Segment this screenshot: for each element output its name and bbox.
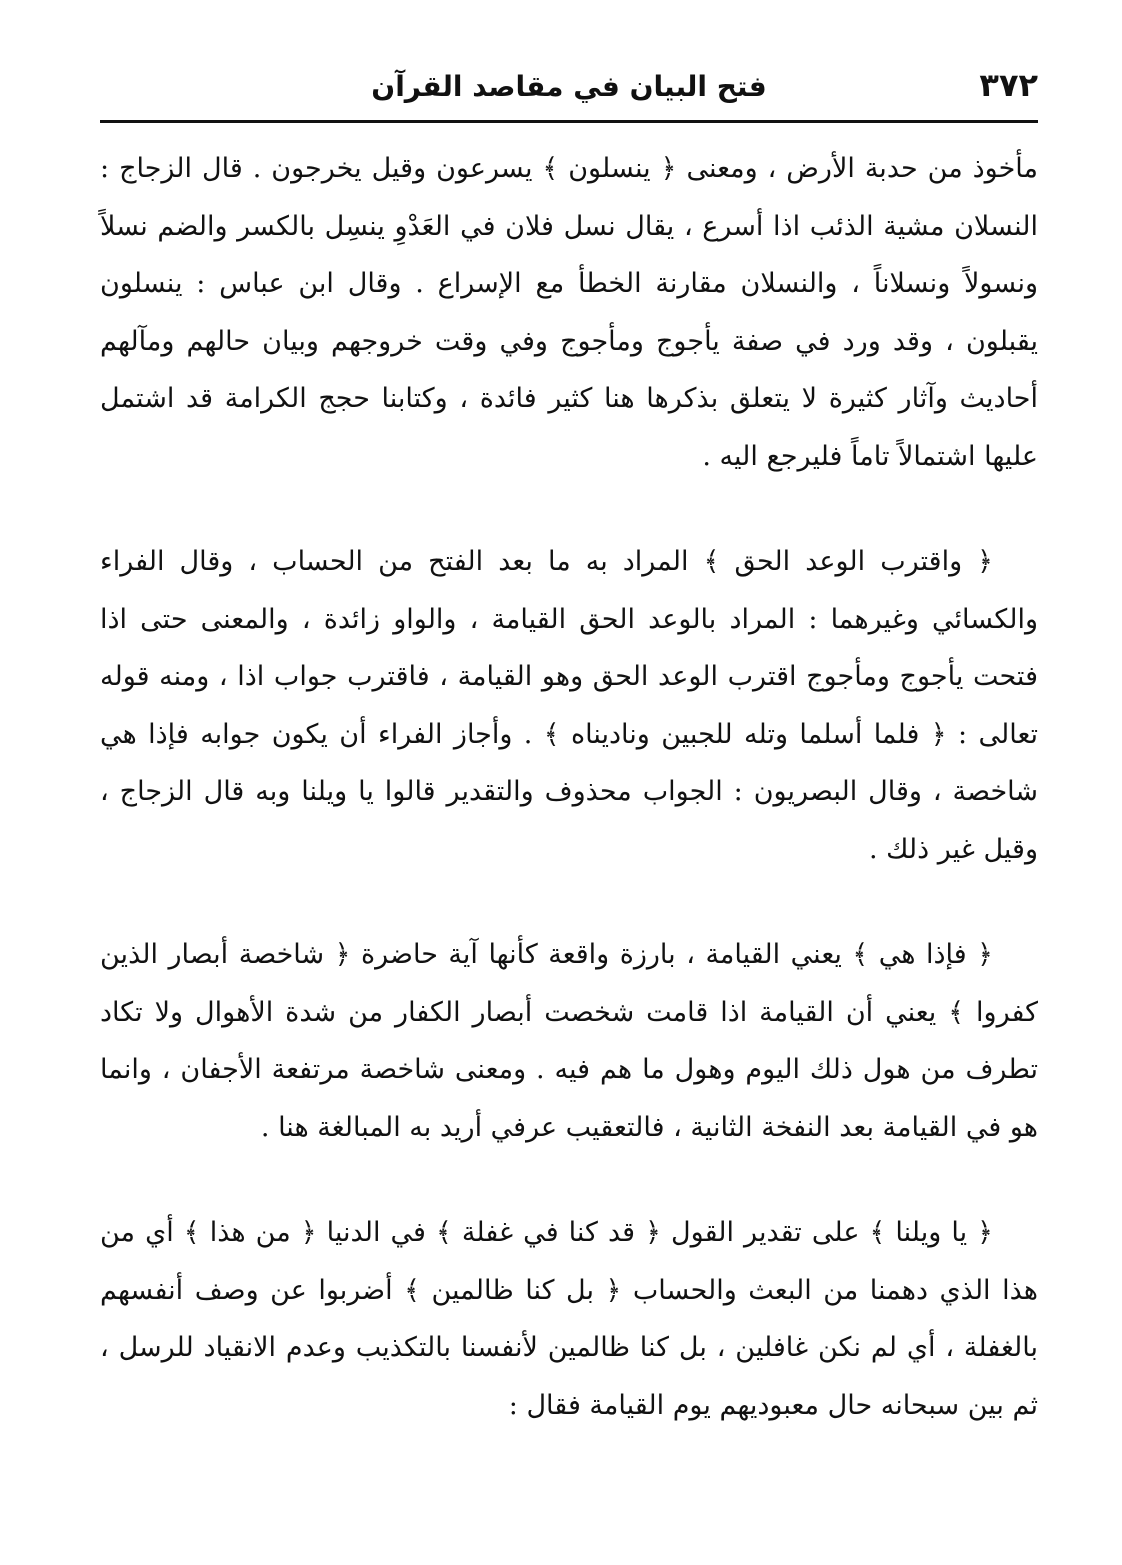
paragraph-4: ﴿ يا ويلنا ﴾ على تقدير القول ﴿ قد كنا في غفلة ﴾ في الدنيا ﴿ من هذا ﴾ أي من هذا الذي دهمنا من البعث والحساب ﴿ بل كنا ظالمين ﴾ أضربوا عن وصف أنفسهم بالغفلة ، أي لم نكن غافلين ، بل كنا ظالمين لأنفسنا بالتكذيب وعدم الانقياد للرسل ، ثم بين سبحانه حال معبوديهم يوم القيامة فقال : — [100, 1217, 1038, 1421]
paragraph-3: ﴿ فإذا هي ﴾ يعني القيامة ، بارزة واقعة كأنها آية حاضرة ﴿ شاخصة أبصار الذين كفروا ﴾ يعني أن القيامة اذا قامت شخصت أبصار الكفار من شدة الأهوال ولا تكاد تطرف من هول ذلك اليوم وهول ما هم فيه . ومعنى شاخصة مرتفعة الأجفان ، وانما هو في القيامة بعد النفخة الثانية ، فالتعقيب عرفي أريد به المبالغة هنا . — [100, 939, 1038, 1143]
running-title: فتح البيان في مقاصد القرآن — [371, 70, 767, 103]
page-body — [100, 140, 1038, 1434]
page-number: ٣٧٢ — [979, 66, 1038, 104]
paragraph-2: ﴿ واقترب الوعد الحق ﴾ المراد به ما بعد الفتح من الحساب ، وقال الفراء والكسائي وغيرهما : المراد بالوعد الحق القيامة ، والواو زائدة ، والمعنى حتى اذا فتحت يأجوج ومأجوج اقترب الوعد الحق وهو القيامة ، فاقترب جواب اذا ، ومنه قوله تعالى : ﴿ فلما أسلما وتله للجبين وناديناه ﴾ . وأجاز الفراء أن يكون جوابه فإذا هي شاخصة ، وقال البصريون : الجواب محذوف والتقدير قالوا يا ويلنا وبه قال الزجاج ، وقيل غير ذلك . — [100, 546, 1039, 865]
page-header — [100, 62, 1038, 123]
paragraph-1: مأخوذ من حدبة الأرض ، ومعنى ﴿ ينسلون ﴾ يسرعون وقيل يخرجون . قال الزجاج : النسلان مشية الذئب اذا أسرع ، يقال نسل فلان في العَدْوِ ينسِل بالكسر والضم نسلاً ونسولاً ونسلاناً ، والنسلان مقارنة الخطأ مع الإسراع . وقال ابن عباس : ينسلون يقبلون ، وقد ورد في صفة يأجوج ومأجوج وفي وقت خروجهم وبيان حالهم ومآلهم أحاديث وآثار كثيرة لا يتعلق بذكرها هنا كثير فائدة ، وكتابنا حجج الكرامة قد اشتمل عليها اشتمالاً تاماً فليرجع اليه . — [100, 153, 1038, 472]
